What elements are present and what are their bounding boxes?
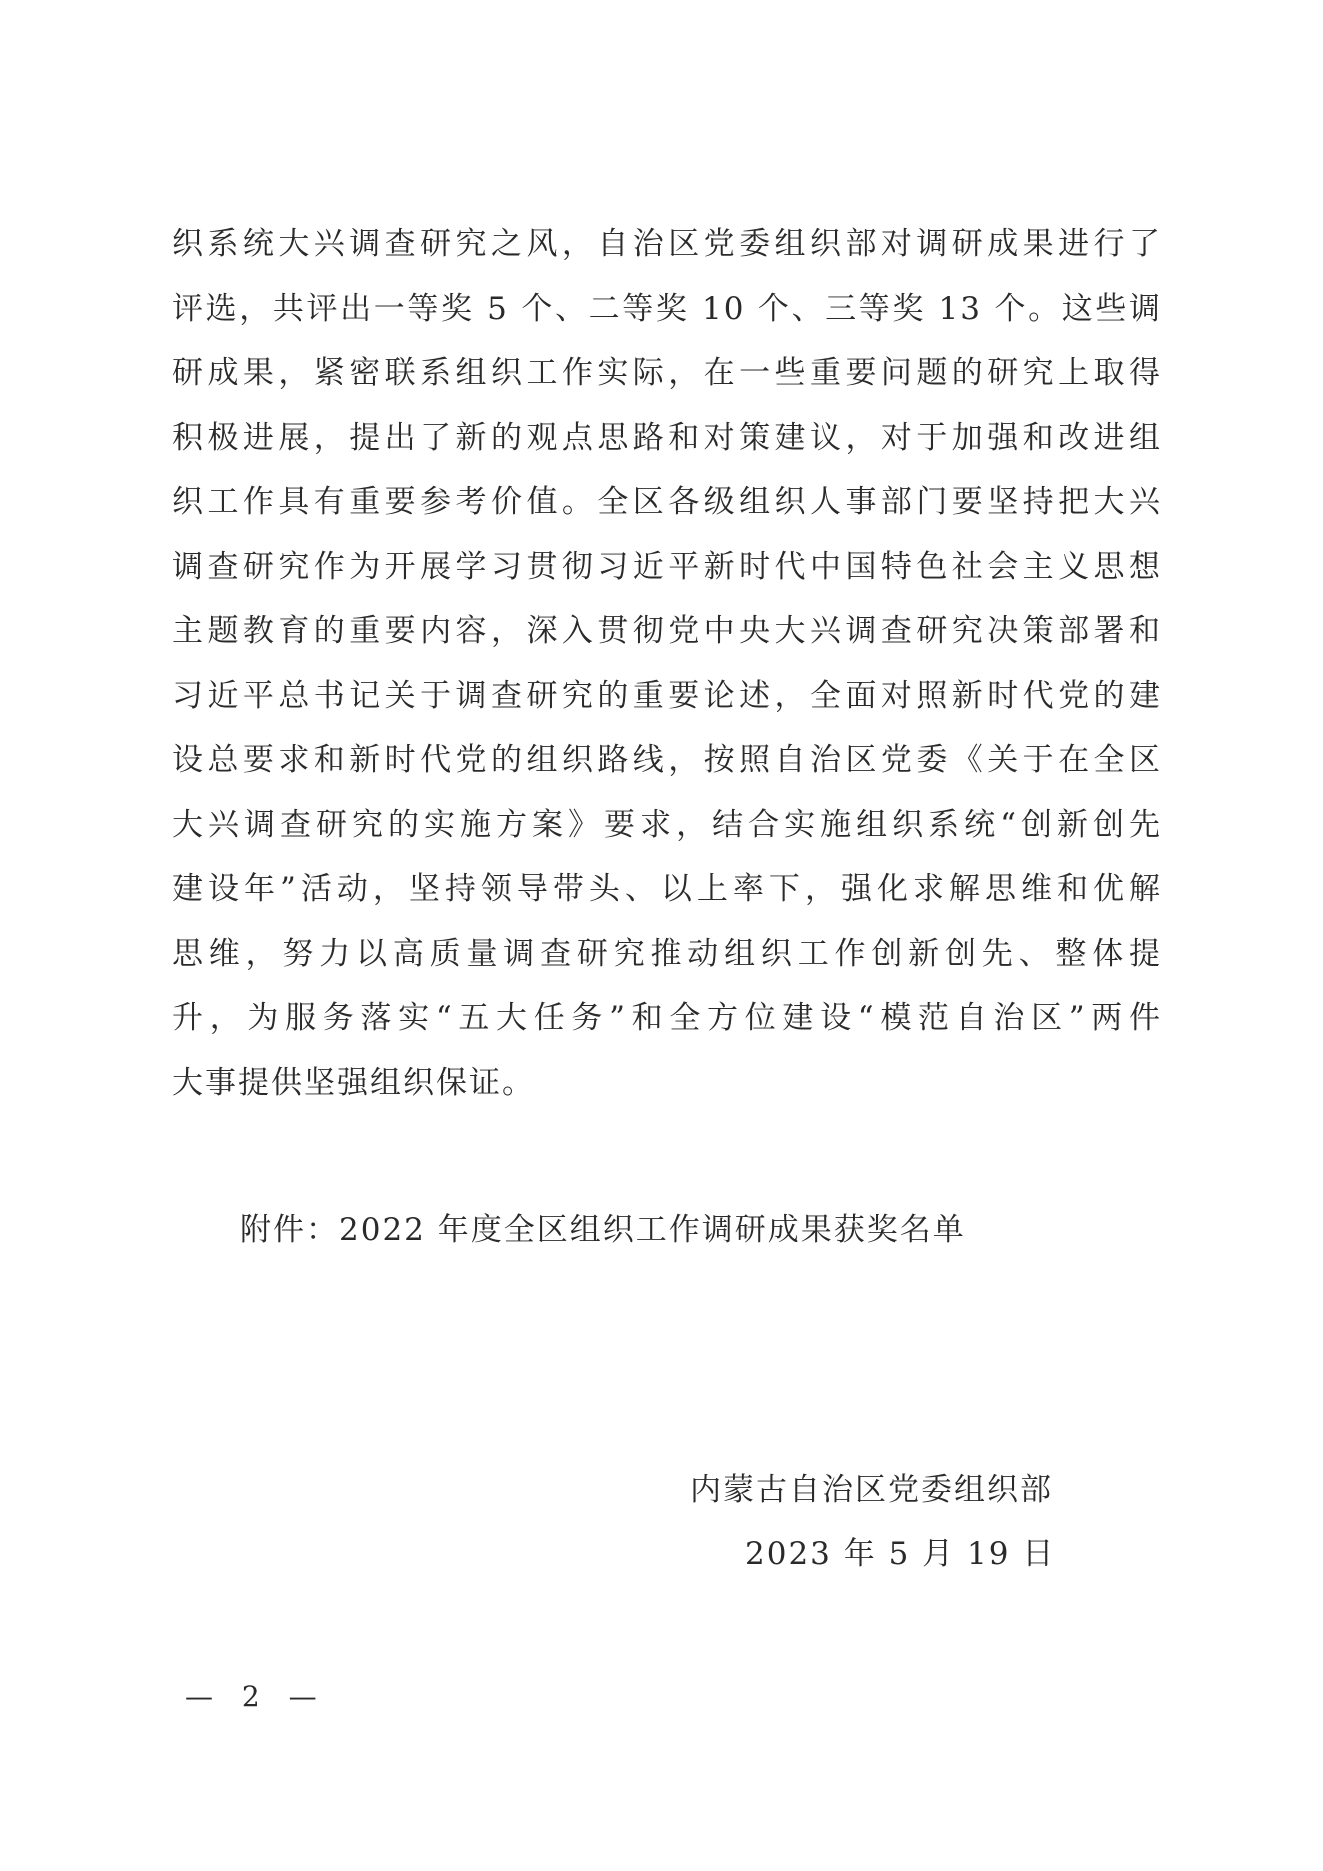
body-line: 升，为服务落实“五大任务”和全方位建设“模范自治区”两件 [172,1000,1162,1036]
body-line: 调查研究作为开展学习贯彻习近平新时代中国特色社会主义思想 [172,548,1162,585]
body-line: 织系统大兴调查研究之风，自治区党委组织部对调研成果进行了 [172,226,1162,262]
body-line: 评选，共评出一等奖 5 个、二等奖 10 个、三等奖 13 个。这些调 [172,290,1162,327]
issue-date: 2023 年 5 月 19 日 [745,1536,1056,1572]
body-line: 设总要求和新时代党的组织路线，按照自治区党委《关于在全区 [172,742,1162,778]
body-line: 思维，努力以高质量调查研究推动组织工作创新创先、整体提 [172,935,1162,972]
body-line: 研成果，紧密联系组织工作实际，在一些重要问题的研究上取得 [172,355,1162,391]
body-text [172,212,1162,1115]
body-line: 大兴调查研究的实施方案》要求，结合实施组织系统“创新创先 [172,806,1162,843]
body-line: 积极进展，提出了新的观点思路和对策建议，对于加强和改进组 [172,419,1162,456]
body-line: 织工作具有重要参考价值。全区各级组织人事部门要坚持把大兴 [172,484,1162,520]
attachment-note: 附件：2022 年度全区组织工作调研成果获奖名单 [240,1212,966,1248]
body-line: 建设年”活动，坚持领导带头、以上率下，强化求解思维和优解 [172,871,1162,907]
body-line: 习近平总书记关于调查研究的重要论述，全面对照新时代党的建 [172,677,1162,714]
page-number: — 2 — [185,1680,327,1713]
body-line: 大事提供坚强组织保证。 [172,1064,535,1101]
issuing-organization: 内蒙古自治区党委组织部 [690,1472,1053,1508]
body-line: 主题教育的重要内容，深入贯彻党中央大兴调查研究决策部署和 [172,613,1162,649]
